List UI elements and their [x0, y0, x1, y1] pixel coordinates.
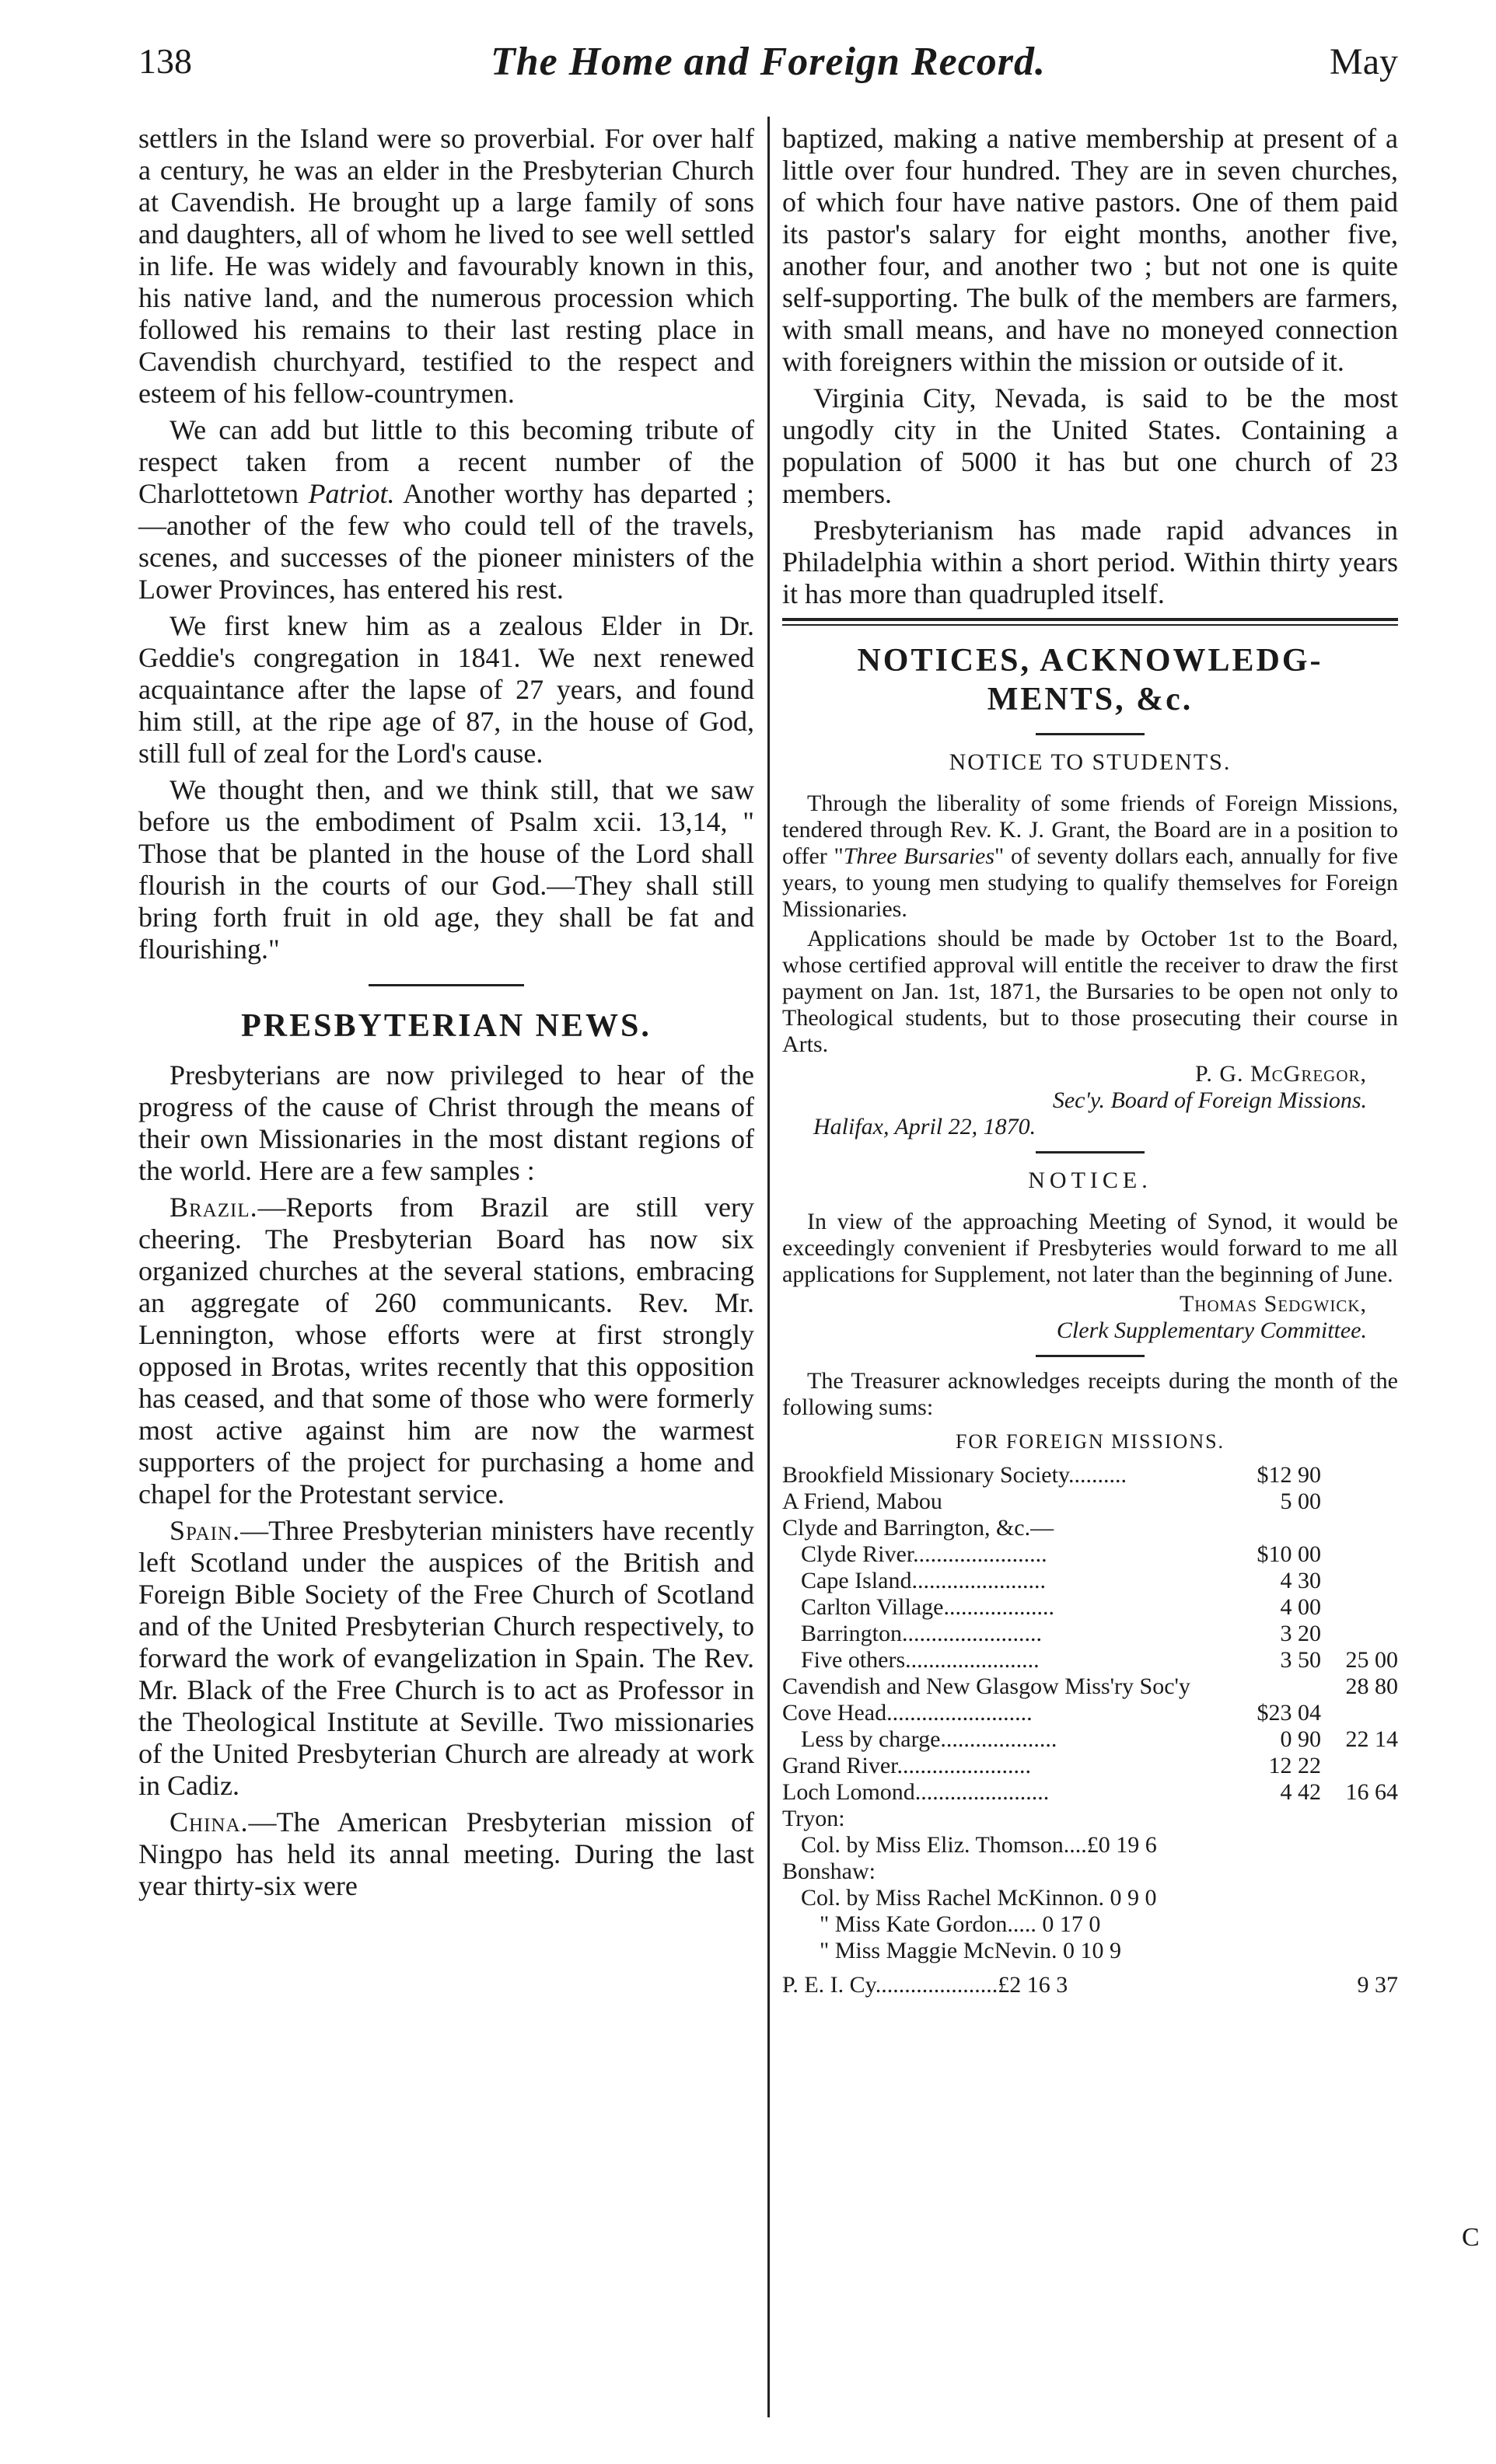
column-divider	[767, 117, 770, 2417]
news-intro: Presbyterians are now privileged to hear of the progress of the cause of Christ through the means of their own Missionaries in the most distant regions of the world. Here are a few samples :	[138, 1059, 754, 1186]
signature-block: P. G. McGregor, Sec'y. Board of Foreign Missions.	[1052, 1061, 1367, 1113]
running-title: The Home and Foreign Record.	[490, 40, 1047, 84]
treasurer-acknowledgement	[782, 1368, 1398, 1421]
table-row: Brookfield Missionary Society.......... $12 90	[782, 1462, 1321, 1488]
table-row: Cove Head......................... $23 04	[782, 1700, 1321, 1726]
double-rule	[782, 618, 1398, 626]
students-paragraph: Applications should be made by October 1st to the Board, whose certified approval will entitle the receiver to draw the first payment on Jan. 1st, 1871, the Bursaries to be open not only to Theological students, but to those prosecuting their course in Arts.	[782, 926, 1398, 1057]
table-row: A Friend, Mabou 5 00	[782, 1489, 1321, 1514]
notice-to-students	[782, 791, 1398, 1140]
table-row: Tryon:	[782, 1806, 845, 1831]
presbyterian-news-heading: PRESBYTERIAN NEWS.	[241, 1008, 652, 1044]
notice-paragraph: In view of the approaching Meeting of Synod, it would be exceedingly convenient if Presbyteries would forward to me all applications for Supplement, not later than the beginning of June.	[782, 1209, 1398, 1287]
section-rule	[369, 984, 524, 986]
table-row: Col. by Miss Eliz. Thomson....£0 19 6	[801, 1832, 1157, 1858]
page-month: May	[1330, 41, 1398, 82]
notice-heading: NOTICE.	[1028, 1167, 1152, 1193]
treasurer-paragraph: The Treasurer acknowledges receipts during the month of the following sums:	[782, 1368, 1398, 1420]
table-row: Clyde and Barrington, &c.—	[782, 1515, 1054, 1541]
table-row: Five others....................... 3 50 25 00	[801, 1647, 1398, 1673]
table-row: Cape Island....................... 4 30	[801, 1568, 1321, 1593]
left-paragraph: We can add but little to this becoming tribute of respect taken from a recent number of the Charlottetown Patriot. Another worthy has departed ;—another of the few who could tell of the travels, scenes, and successes of the pioneer ministers of the Lower Provinces, has entered his rest.	[138, 414, 755, 605]
running-header	[138, 40, 1398, 87]
edge-mark: C	[1462, 2223, 1480, 2252]
news-item-brazil: Brazil.—Reports from Brazil are still very cheering. The Presbyterian Board has now six organized churches at the several stations, embracing an aggregate of 260 communicants. Rev. Mr. Lennington, whose efforts were at first strongly opposed in Brotas, writes recently that this opposition has ceased, and that some of those who were formerly most active against him are now the warmest supporters of the project for purchasing a home and chapel for the Protestant service.	[138, 1192, 754, 1509]
left-paragraph: We first knew him as a zealous Elder in Dr. Geddie's congregation in 1841. We next renewed acquaintance after the lapse of 27 years, and found him still, at the ripe age of 87, in the house of God, still full of zeal for the Lord's cause.	[138, 610, 754, 769]
right-paragraph: Virginia City, Nevada, is said to be the most ungodly city in the United States. Containing a population of 5000 it has but one church of 23 members.	[782, 382, 1398, 509]
table-row: Cavendish and New Glasgow Miss'ry Soc'y 28 80	[782, 1673, 1398, 1699]
place-date: Halifax, April 22, 1870.	[813, 1114, 1036, 1140]
signature-block: Thomas Sedgwick, Clerk Supplementary Committee.	[1056, 1291, 1367, 1343]
left-paragraph: We thought then, and we think still, that we saw before us the embodiment of Psalm xcii. 13,14, " Those that be planted in the house of the Lord shall flourish in the courts of our God.—They shall still bring forth fruit in old age, they shall be fat and flourishing."	[138, 774, 754, 965]
section-rule	[1036, 1151, 1145, 1153]
table-row: Grand River....................... 12 22	[782, 1753, 1321, 1778]
left-column	[138, 123, 754, 1907]
table-row: Barrington........................ 3 20	[801, 1621, 1321, 1646]
foreign-missions-heading: FOR FOREIGN MISSIONS.	[955, 1430, 1225, 1453]
news-item-china: China.—The American Presbyterian mission of Ningpo has held its annal meeting. During the last year thirty-six were	[138, 1806, 754, 1901]
news-item-spain: Spain.—Three Presbyterian ministers have recently left Scotland under the auspices of the British and Foreign Bible Society of the Free Church of Scotland and of the United Presbyterian Church respectively, to forward the work of evangelization in Spain. The Rev. Mr. Black of the Free Church is to act as Professor in the Theological Institute at Seville. Two missionaries of the United Presbyterian Church are already at work in Cadiz.	[138, 1515, 754, 1801]
page-number: 138	[138, 41, 192, 81]
table-row: Bonshaw:	[782, 1858, 876, 1884]
receipts-table	[782, 1462, 1398, 1998]
section-rule	[1036, 1355, 1145, 1357]
table-row: " Miss Maggie McNevin. 0 10 9	[820, 1938, 1122, 1963]
table-row: P. E. I. Cy.....................£2 16 3 9 37	[782, 1972, 1398, 1998]
table-row: Loch Lomond....................... 4 42 16 64	[782, 1779, 1398, 1805]
notice-to-students-heading: NOTICE TO STUDENTS.	[949, 749, 1232, 775]
table-row: Less by charge.................... 0 90 22 14	[801, 1726, 1398, 1752]
notices-heading: NOTICES, ACKNOWLEDG- MENTS, &c.	[857, 643, 1323, 717]
table-row: Carlton Village................... 4 00	[801, 1594, 1321, 1620]
table-row: Clyde River....................... $10 00	[801, 1541, 1321, 1567]
right-paragraph: Presbyterianism has made rapid advances in Philadelphia within a short period. Within thirty years it has more than quadrupled itself.	[782, 515, 1398, 609]
table-row: Col. by Miss Rachel McKinnon. 0 9 0	[801, 1885, 1157, 1911]
left-paragraph: settlers in the Island were so proverbial. For over half a century, he was an elder in the Presbyterian Church at Cavendish. He brought up a large family of sons and daughters, all of whom he lived to see well settled in life. He was widely and favourably known in this, his native land, and the numerous procession which followed his remains to their last resting place in Cavendish churchyard, testified to the respect and esteem of his fellow-countrymen.	[138, 123, 754, 409]
notice	[782, 1209, 1398, 1344]
students-paragraph: Through the liberality of some friends of Foreign Missions, tendered through Rev. K. J. Grant, the Board are in a position to offer "Three Bursaries" of seventy dollars each, annually for five years, to young men studying to qualify themselves for Foreign Missionaries.	[782, 791, 1398, 922]
section-rule	[1036, 733, 1145, 735]
right-paragraph: baptized, making a native membership at present of a little over four hundred. They are in seven churches, of which four have native pastors. One of them paid its pastor's salary for eight months, another five, another four, and another two ; but not one is quite self-supporting. The bulk of the members are farmers, with small means, and have no moneyed connection with foreigners within the mission or outside of it.	[782, 123, 1398, 377]
right-column	[782, 123, 1398, 1998]
table-row: " Miss Kate Gordon..... 0 17 0	[820, 1911, 1101, 1937]
